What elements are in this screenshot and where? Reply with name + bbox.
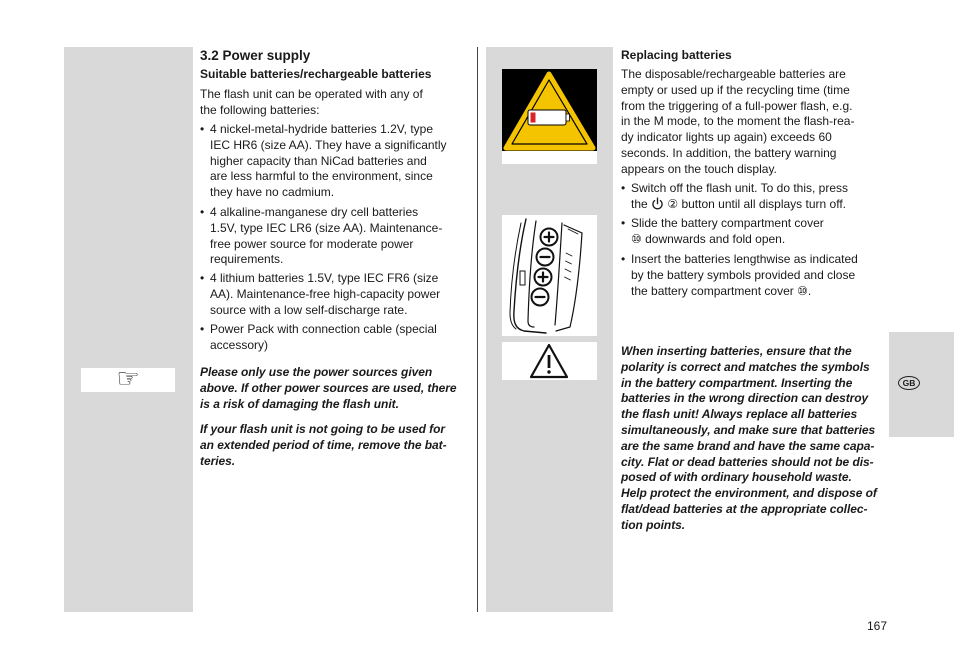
language-tab-label: GB: [898, 376, 920, 390]
storage-note: If your flash unit is not going to be used for an extended period of time, remove the bat- teries.: [200, 422, 447, 468]
left-margin-panel: [64, 47, 193, 612]
step-switch-off-text-start: Switch off the flash unit. To do this, press the: [631, 181, 849, 211]
power-icon: [651, 197, 664, 210]
replacing-batteries-heading: Replacing batteries: [621, 48, 732, 62]
step-open-cover: • Slide the battery compartment cover ⑩ downwards and fold open.: [621, 216, 824, 248]
step-switch-off: [621, 181, 848, 213]
intro-paragraph: The flash unit can be operated with any of the following batteries:: [200, 87, 423, 117]
battery-option-alkaline: • 4 alkaline-manganese dry cell batteries 1.5V, type IEC LR6 (size AA). Maintenance- free power source for moderate power requirements.: [200, 205, 442, 268]
battery-polarity-warning: When inserting batteries, ensure that the polarity is correct and matches the symbols in the battery compartment. Inserting the batteries in the wrong direction can destroy the flash unit! Always replace all batteries simultaneously, and make sure that batteries are the same brand and have the same capa- city. Flat or dead batteries should not be dis- posed of with ordinary household waste. Help protect the environment, and dispose of flat/dead batteries at the appropriate collec- tion points.: [621, 344, 877, 532]
section-subheading: Suitable batteries/rechargeable batteries: [200, 67, 432, 81]
power-source-note: Please only use the power sources given above. If other power sources are used, there is a risk of damaging the flash unit.: [200, 365, 457, 411]
battery-warning-icon: [502, 69, 597, 164]
battery-option-lithium: • 4 lithium batteries 1.5V, type IEC FR6 (size AA). Maintenance-free high-capacity power source with a low self-discharge rate.: [200, 271, 440, 318]
battery-option-nimh: • 4 nickel-metal-hydride batteries 1.2V, type IEC HR6 (size AA). They have a significantly higher capacity than NiCad batteries and are less harmful to the environment, since they have no cadmium.: [200, 122, 447, 201]
page-number: 167: [867, 619, 888, 633]
section-heading: 3.2 Power supply: [200, 48, 311, 63]
battery-option-power-pack: • Power Pack with connection cable (special accessory): [200, 322, 437, 354]
step-insert-batteries: • Insert the batteries lengthwise as indicated by the battery symbols provided and close the battery compartment cover ⑩.: [621, 252, 858, 299]
step-switch-off-text-end: ② button until all displays turn off.: [664, 196, 846, 211]
hand-pointing-icon: [81, 368, 175, 392]
column-divider: [477, 47, 478, 612]
warning-icon: [502, 342, 597, 380]
replacing-batteries-paragraph: The disposable/rechargeable batteries are empty or used up if the recycling time (time from the triggering of a full-power flash, e.g. in the M mode, to the moment the flash-rea- dy indicator lights up again) exceeds 60 seconds. In addition, the battery warning appears on the touch display.: [621, 67, 855, 176]
language-tab: [889, 332, 954, 437]
battery-compartment-illustration: [502, 215, 597, 336]
